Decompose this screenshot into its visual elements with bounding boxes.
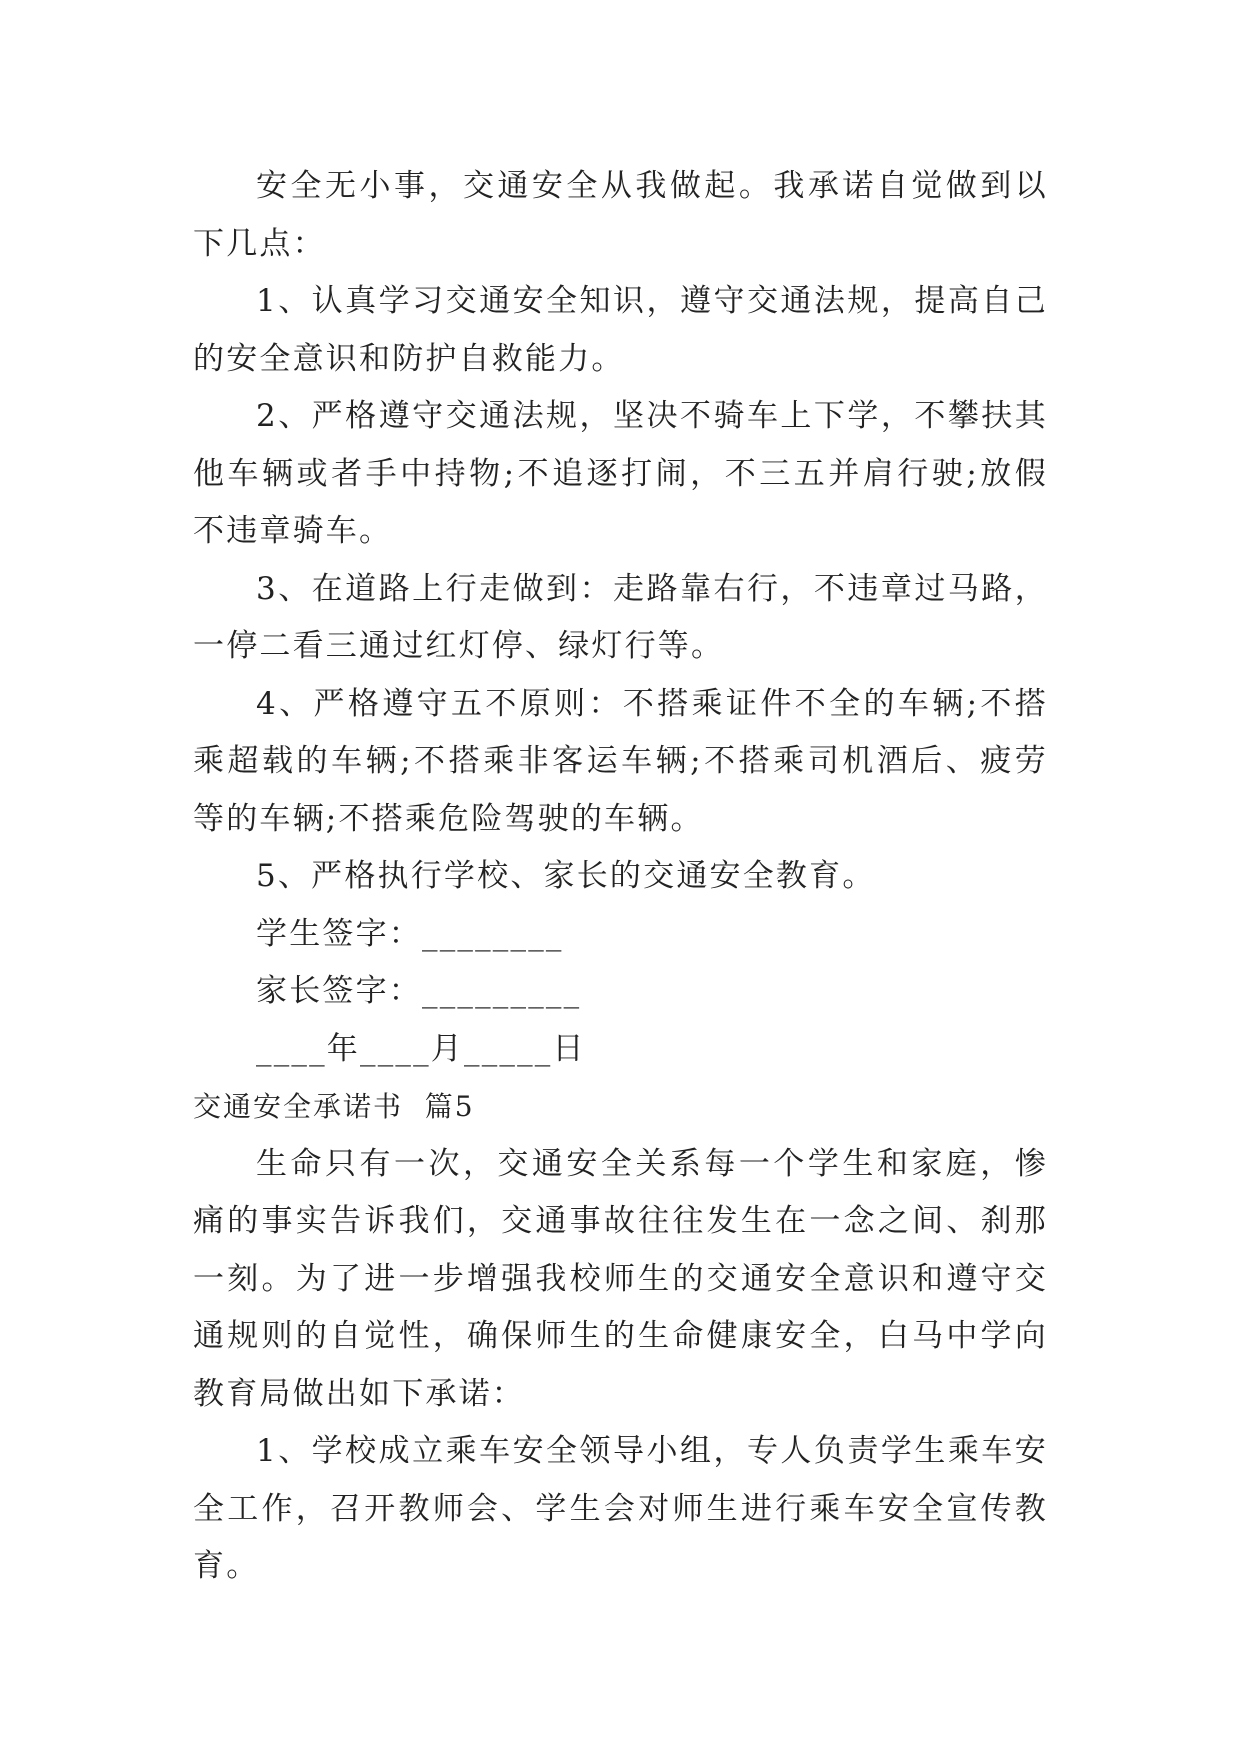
student-signature-line: 学生签字：________: [256, 915, 564, 952]
section-heading: 交通安全承诺书 篇5: [193, 1090, 475, 1123]
parent-signature-line: 家长签字：_________: [256, 973, 582, 1009]
section-paragraph: 生命只有一次，交通安全关系每一个学生和家庭，惨痛的事实告诉我们，交通事故往往发生在一念之间、刹那一刻。为了进一步增强我校师生的交通安全意识和遵守交通规则的自觉性，确保师生的生命健康安全，白马中学向教育局做出如下承诺：: [193, 1145, 1048, 1412]
pledge-item-3: 3、在道路上行走做到：走路靠右行，不违章过马路，一停二看三通过红灯停、绿灯行等。: [193, 570, 1048, 664]
document-body: [193, 158, 1048, 1596]
pledge-item-1: 1、认真学习交通安全知识，遵守交通法规，提高自己的安全意识和防护自救能力。: [193, 283, 1048, 377]
school-pledge-item-1: 1、学校成立乘车安全领导小组，专人负责学生乘车安全工作，召开教师会、学生会对师生进行乘车安全宣传教育。: [193, 1433, 1048, 1584]
date-line: ____年____月_____日: [256, 1030, 586, 1067]
pledge-item-2: 2、严格遵守交通法规，坚决不骑车上下学，不攀扶其他车辆或者手中持物;不追逐打闹，不三五并肩行驶;放假不违章骑车。: [193, 398, 1048, 549]
pledge-item-5: 5、严格执行学校、家长的交通安全教育。: [256, 858, 876, 894]
intro-paragraph: 安全无小事，交通安全从我做起。我承诺自觉做到以下几点：: [193, 168, 1048, 262]
pledge-item-4: 4、严格遵守五不原则：不搭乘证件不全的车辆;不搭乘超载的车辆;不搭乘非客运车辆;不搭乘司机酒后、疲劳等的车辆;不搭乘危险驾驶的车辆。: [193, 685, 1048, 837]
